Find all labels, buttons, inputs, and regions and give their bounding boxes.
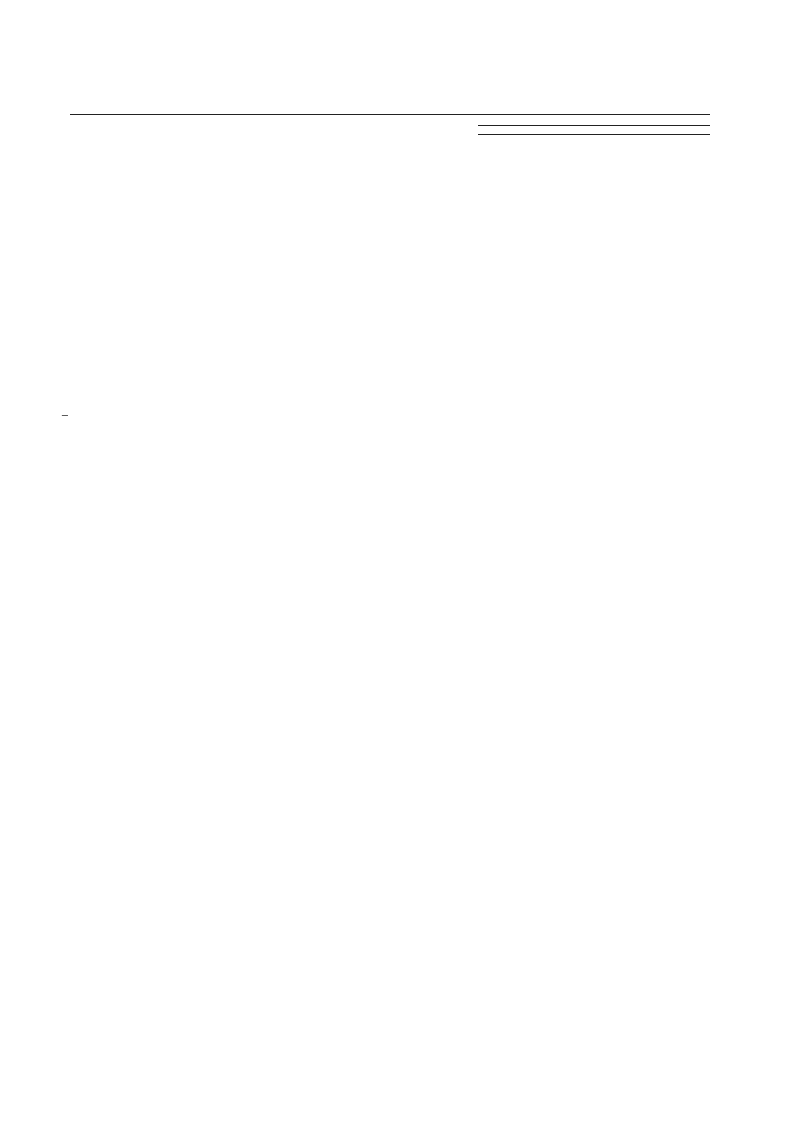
left-column bbox=[62, 400, 372, 408]
data-table-container bbox=[70, 114, 710, 135]
col-reported bbox=[598, 126, 710, 134]
col-found bbox=[478, 126, 598, 134]
col-r bbox=[137, 115, 259, 135]
col-yield bbox=[331, 115, 406, 135]
benzyl-acetates-table bbox=[70, 114, 710, 135]
page-header bbox=[62, 62, 733, 84]
right-column bbox=[397, 400, 709, 410]
col-conversion bbox=[406, 115, 479, 135]
col-bp-group bbox=[478, 115, 710, 126]
col-method bbox=[259, 115, 332, 135]
col-entry bbox=[70, 115, 137, 135]
